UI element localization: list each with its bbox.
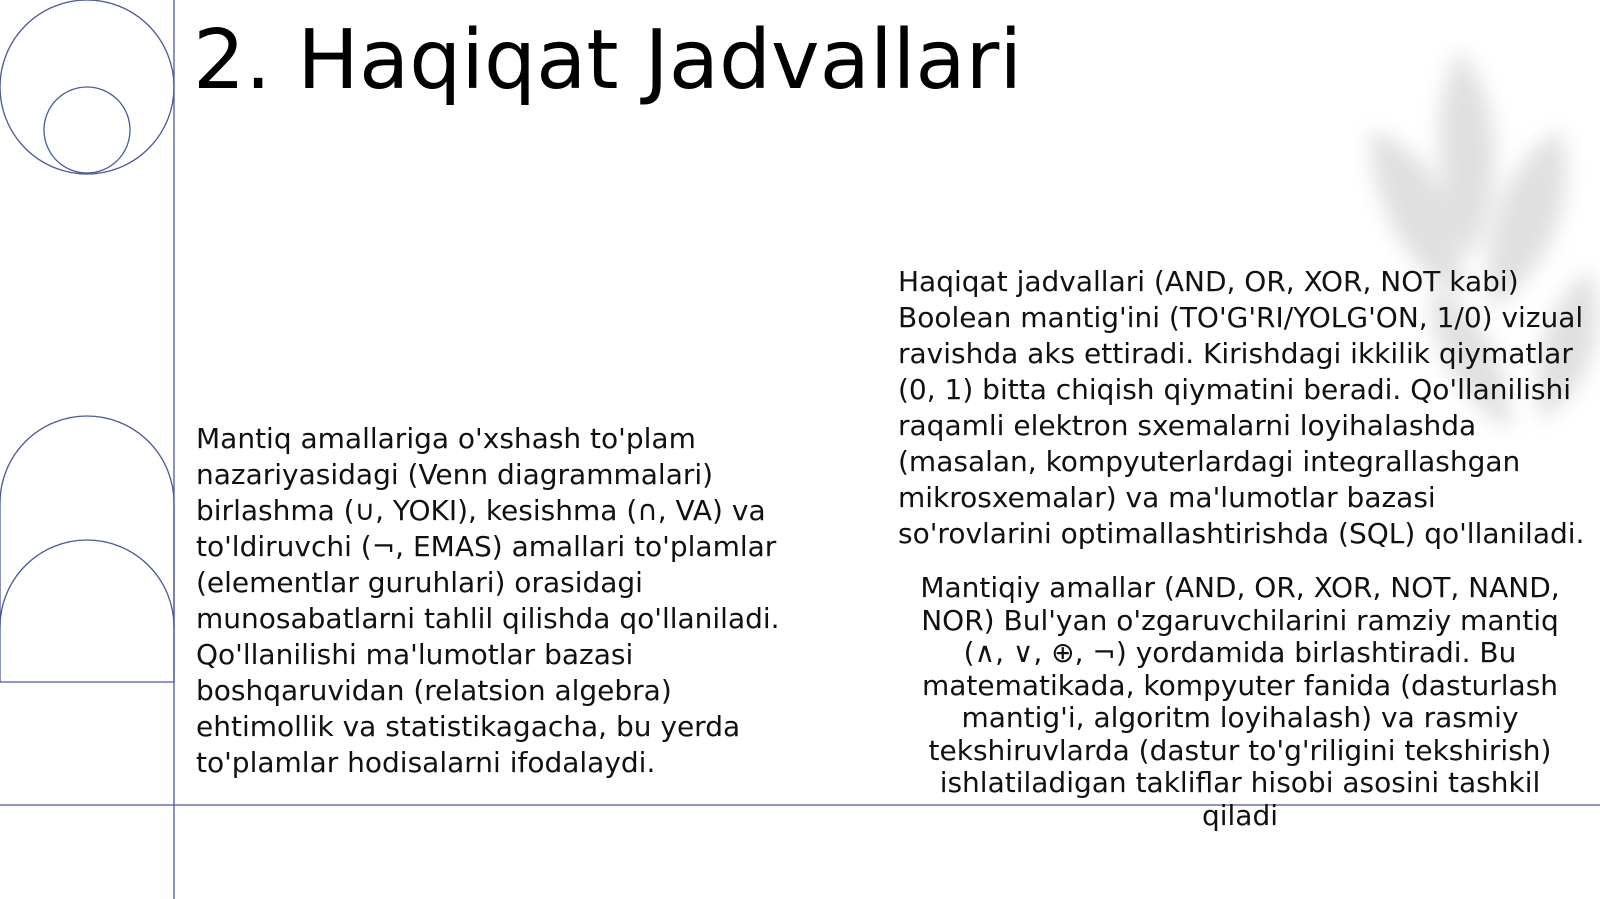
right-paragraph-bottom: Mantiqiy amallar (AND, OR, XOR, NOT, NAND, NOR) Bul'yan o'zgaruvchilarini ramziy mantiq (∧, ∨, ⊕, ¬) yordamida birlashtiradi. Bu matematikada, kompyuter fanida (dasturlash mantig'i, algoritm loyihalash) va rasmiy tekshiruvlarda (dastur to'g'riligini tekshirish) ishlatiladigan takliflar hisobi asosini tashkil qiladi [920,571,1560,832]
right-paragraph-top: Haqiqat jadvallari (AND, OR, XOR, NOT kabi) Boolean mantig'ini (TO'G'RI/YOLG'ON, 1/0) vizual ravishda aks ettiradi. Kirishdagi ikkilik qiymatlar (0, 1) bitta chiqish qiymatini beradi. Qo'llanilishi raqamli elektron sxemalarni loyihalashda (masalan, kompyuterlardagi integrallashgan mikrosxemalar) va ma'lumotlar bazasi so'rovlarini optimallashtirishda (SQL) qo'llaniladi. [898,265,1585,550]
slide-title: 2. Haqiqat Jadvallari [193,13,1023,108]
lower-arch-outline [0,540,174,627]
left-paragraph: Mantiq amallariga o'xshash to'plam nazariyasidagi (Venn diagrammalari) birlashma (∪, YOKI), kesishma (∩, VA) va to'ldiruvchi (¬, EMAS) amallari to'plamlar (elementlar guruhlari) orasidagi munosabatlarni tahlil qilishda qo'llaniladi. Qo'llanilishi ma'lumotlar bazasi boshqaruvidan (relatsion algebra) ehtimollik va statistikagacha, bu yerda to'plamlar hodisalarni ifodalaydi. [196,422,780,779]
small-circle-outline [44,87,130,173]
upper-arch-outline [0,416,174,682]
